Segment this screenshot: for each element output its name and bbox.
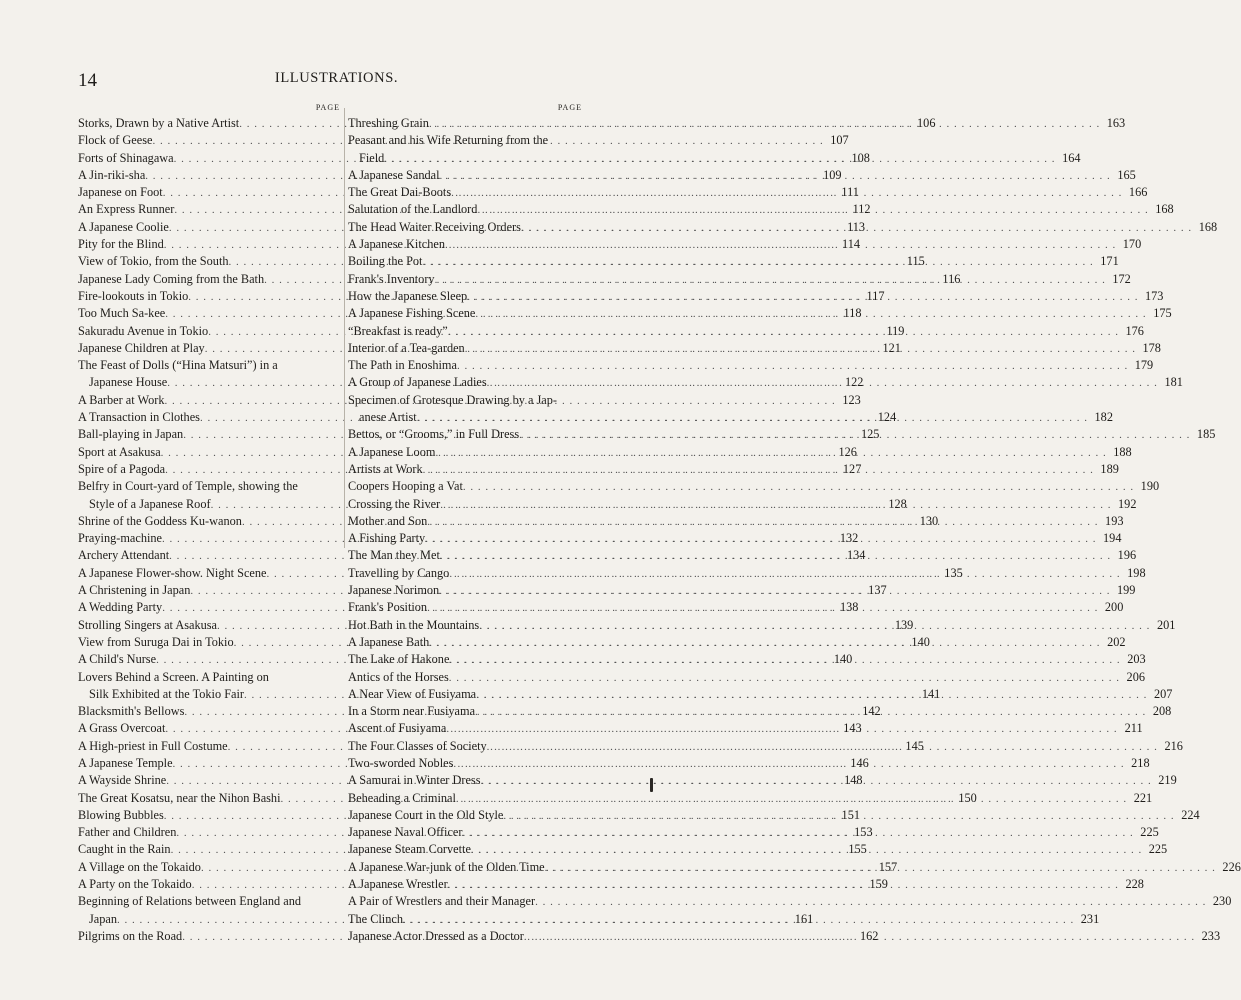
dot-leader (446, 721, 1117, 738)
illustration-title: Style of a Japanese Roof (89, 496, 211, 511)
page-ref: 119 (886, 323, 905, 338)
page-ref: 161 (794, 911, 814, 926)
dot-leader (471, 842, 1142, 859)
illustration-title: Pilgrims on the Road (78, 928, 183, 943)
illustration-title: Praying-machine (78, 531, 163, 546)
page-ref: 207 (1153, 686, 1173, 701)
page-ref: 219 (1158, 773, 1177, 788)
illustration-title: Sakuradu Avenue in Tokio (78, 323, 209, 338)
illustration-title: Frank's Position (348, 600, 428, 615)
illustration-title: Specimen of Grotesque Drawing by a Jap- (348, 392, 557, 407)
illustration-title: A Grass Overcoat (78, 721, 166, 736)
page-ref: 135 (944, 565, 963, 580)
illustration-title: A Japanese Temple (78, 755, 173, 770)
illustration-title: How the Japanese Sleep (348, 288, 468, 303)
illustration-title: Mother and Son (348, 513, 428, 528)
illustration-title: Japan (89, 911, 117, 926)
illustration-title: Threshing Grain (348, 116, 429, 130)
illustration-title: Japanese Children at Play (78, 340, 205, 355)
dot-leader (427, 514, 1098, 531)
illustration-title: Pity for the Blind (78, 237, 164, 252)
page-ref: 182 (1094, 410, 1113, 425)
dot-leader (429, 116, 1100, 133)
illustration-title: Japanese Steam Corvette (348, 842, 471, 857)
list-item (348, 132, 582, 149)
illustration-title: A Japanese Kitchen (348, 237, 445, 252)
illustration-title: A Japanese Wrestler (348, 877, 448, 892)
page-ref: 153 (854, 825, 873, 840)
illustration-title: Japanese Court in the Old Style (348, 807, 504, 822)
page-ref: 148 (844, 773, 863, 788)
page-ref: 145 (905, 738, 924, 753)
page-ref: 192 (1118, 496, 1137, 511)
illustration-title: A Wayside Shrine (78, 773, 167, 788)
dot-leader (429, 635, 1100, 652)
dot-leader (384, 151, 1055, 168)
list-item (78, 669, 340, 686)
page-ref: 218 (1131, 755, 1150, 770)
illustration-title: A Japanese Loom (348, 444, 436, 459)
illustration-title: A Jin-riki-sha (78, 167, 146, 182)
illustration-title: Coopers Hooping a Vat (348, 479, 463, 494)
illustration-title: Beheading a Criminal (348, 790, 456, 805)
page-ref: 151 (841, 807, 860, 822)
page-ref: 114 (842, 237, 860, 252)
illustration-title: Beginning of Relations between England and (78, 894, 302, 909)
list-item (348, 357, 1154, 374)
page-ref: 211 (1124, 721, 1143, 736)
page-ref: 175 (1153, 306, 1172, 321)
page-ref: 233 (1201, 928, 1221, 943)
list-item (348, 669, 1145, 686)
illustration-title: Lovers Behind a Screen. A Painting on (78, 669, 269, 684)
page-ref: 128 (888, 496, 907, 511)
page-ref: 199 (1116, 583, 1136, 598)
dot-leader (417, 410, 1088, 427)
dot-leader (463, 825, 1134, 842)
illustration-title: Japanese on Foot (78, 185, 163, 200)
dot-leader (479, 618, 1150, 635)
illustration-title: A Japanese Fishing Scene (348, 306, 476, 321)
dot-leader (519, 427, 1190, 444)
ink-mark (650, 778, 653, 792)
illustration-title: Storks, Drawn by a Native Artist (78, 116, 240, 130)
page-ref: 143 (843, 721, 862, 736)
page-ref: 198 (1127, 565, 1146, 580)
page-ref: 142 (862, 704, 881, 719)
page-ref: 157 (878, 859, 898, 874)
page-ref: 200 (1104, 600, 1124, 615)
illustration-title: Peasant and his Wife Returning from the (348, 133, 549, 148)
page-ref: 178 (1142, 340, 1161, 355)
page-ref: 140 (911, 634, 930, 649)
illustration-title: Japanese Lady Coming from the Bath (78, 271, 265, 286)
page-ref: 225 (1148, 842, 1168, 857)
dot-leader (449, 670, 1120, 687)
dot-leader (524, 929, 1195, 946)
illustration-title: The Head Waiter Receiving Orders (348, 219, 521, 234)
illustration-title: Blowing Bubbles (78, 807, 164, 822)
dot-leader (465, 341, 1136, 358)
dot-leader (427, 600, 1098, 617)
dot-leader (435, 445, 1106, 462)
dot-leader (463, 479, 1134, 496)
page-ref: 111 (841, 185, 859, 200)
page-ref: 224 (1181, 807, 1200, 822)
page-ref: 172 (1112, 271, 1131, 286)
page-ref: 168 (1198, 219, 1218, 234)
illustration-title: Strolling Singers at Asakusa (78, 617, 218, 632)
page-ref: 206 (1126, 669, 1145, 684)
page-ref: 138 (839, 600, 859, 615)
illustration-title: In a Storm near Fusiyama (348, 704, 476, 719)
page-column-heading: PAGE (315, 103, 340, 112)
column-divider (344, 108, 345, 548)
illustration-title: The Four Classes of Society (348, 738, 487, 753)
illustration-title: Japanese Actor Dressed as a Doctor (348, 928, 524, 943)
illustration-title: Crossing the River (348, 496, 441, 511)
page-ref: 193 (1105, 513, 1124, 528)
dot-leader (448, 877, 1119, 894)
page-ref: 190 (1140, 479, 1160, 494)
page-ref: 139 (894, 617, 914, 632)
dot-leader (457, 358, 1128, 375)
illustration-title: Ball-playing in Japan (78, 427, 184, 442)
page-ref: 203 (1127, 652, 1146, 667)
illustration-title: Flock of Geese (78, 133, 153, 148)
illustration-title: Ascent of Fusiyama (348, 721, 447, 736)
illustration-title: Caught in the Rain (78, 842, 171, 857)
illustration-title: The Great Dai-Boots (348, 185, 452, 200)
illustration-title: The Path in Enoshima (348, 358, 457, 373)
page-ref: 134 (846, 548, 866, 563)
page-ref: 146 (850, 755, 869, 770)
illustration-title: The Feast of Dolls (“Hina Matsuri”) in a (78, 358, 278, 373)
dot-leader (451, 185, 1122, 202)
page-ref: 155 (848, 842, 867, 857)
illustration-title: View of Tokio, from the South (78, 254, 229, 269)
page-ref: 185 (1196, 427, 1216, 442)
page-ref: 140 (833, 652, 853, 667)
page-ref: 189 (1100, 461, 1119, 476)
page-ref: 159 (869, 877, 888, 892)
dot-leader (425, 531, 1096, 548)
illustration-title: Two-sworded Nobles (348, 755, 454, 770)
page-ref: 125 (860, 427, 880, 442)
page-ref: 123 (842, 392, 861, 407)
page-ref: 108 (851, 150, 870, 165)
page-ref: 181 (1164, 375, 1183, 390)
illustration-title: A Christening in Japan (78, 583, 191, 598)
illustration-title: A Party on the Tokaido (78, 877, 192, 892)
dot-leader (439, 583, 1110, 600)
page-ref: 194 (1103, 531, 1122, 546)
dot-leader (475, 306, 1146, 323)
page-ref: 162 (859, 928, 879, 943)
dot-leader (521, 220, 1192, 237)
illustration-title: The Man they Met (348, 548, 440, 563)
illustration-title: A Transaction in Clothes (78, 410, 200, 425)
page-ref: 226 (1222, 859, 1241, 874)
illustration-title: Too Much Sa-kee (78, 306, 166, 321)
page-ref: 221 (1133, 790, 1153, 805)
illustration-title: A Japanese War-junk of the Olden Time (348, 859, 545, 874)
list-item (348, 478, 1160, 495)
dot-leader (456, 791, 1127, 808)
page-ref: 196 (1117, 548, 1137, 563)
page-ref: 116 (942, 271, 961, 286)
dot-leader (453, 756, 1124, 773)
page-ref: 141 (921, 686, 941, 701)
illustration-title: Silk Exhibited at the Tokio Fair (89, 686, 245, 701)
illustration-title: Japanese House (89, 375, 168, 390)
page-ref: 179 (1134, 358, 1154, 373)
page-ref: 171 (1100, 254, 1119, 269)
dot-leader (545, 860, 1216, 877)
list-item (348, 392, 582, 409)
dot-leader (477, 202, 1148, 219)
dot-leader (475, 704, 1146, 721)
illustration-title: A Japanese Bath (348, 634, 430, 649)
page-ref: 176 (1125, 323, 1144, 338)
illustration-title: A Japanese Sandal (348, 167, 440, 182)
page-ref: 166 (1128, 185, 1148, 200)
page-ref: 188 (1113, 444, 1132, 459)
illustration-title: anese Artist (359, 410, 417, 425)
page-ref: 201 (1156, 617, 1176, 632)
dot-leader (503, 808, 1174, 825)
page-ref: 117 (866, 288, 885, 303)
page-ref: 163 (1106, 116, 1126, 130)
illustration-title: A Japanese Flower-show. Night Scene (78, 565, 267, 580)
page-ref: 168 (1155, 202, 1174, 217)
illustration-title: A High-priest in Full Costume (78, 738, 228, 753)
page-ref: 208 (1152, 704, 1172, 719)
illustration-title: Frank's Inventory (348, 271, 435, 286)
illustration-title: View from Suruga Dai in Tokio (78, 634, 234, 649)
illustration-title: A Wedding Party (78, 600, 163, 615)
illustration-title: Spire of a Pagoda (78, 461, 166, 476)
dot-leader (487, 739, 1158, 756)
dot-leader (422, 254, 1093, 271)
illustration-title: Archery Attendant (78, 548, 170, 563)
illustration-title: A Barber at Work (78, 392, 165, 407)
list-item (348, 893, 1232, 910)
dot-leader (445, 237, 1116, 254)
page-ref: 122 (845, 375, 864, 390)
page-column-heading: PAGE (557, 103, 582, 112)
dot-leader (467, 289, 1138, 306)
illustration-title: A Fishing Party (348, 531, 426, 546)
page-ref: 164 (1062, 150, 1081, 165)
illustration-title: Field (359, 150, 385, 165)
dot-leader (487, 375, 1158, 392)
page-ref: 170 (1122, 237, 1142, 252)
illustration-title: Bettos, or “Grooms,” in Full Dress (348, 427, 520, 442)
illustration-title: Artists at Work (348, 461, 423, 476)
page-ref: 165 (1117, 167, 1136, 182)
page-ref: 126 (838, 444, 857, 459)
illustration-title: Forts of Shinagawa (78, 150, 174, 165)
page-ref: 115 (906, 254, 925, 269)
illustration-title: A Japanese Coolie (78, 219, 169, 234)
illustration-title: Antics of the Horses (348, 669, 449, 684)
dot-leader (535, 894, 1206, 911)
page-number: 14 (78, 70, 97, 91)
dot-leader (440, 168, 1111, 185)
illustration-title: A Child's Nurse (78, 652, 157, 667)
page-ref: 127 (842, 461, 862, 476)
illustration-title: The Great Kosatsu, near the Nihon Bashi (78, 790, 281, 805)
illustration-title: A Group of Japanese Ladies (348, 375, 487, 390)
illustration-title: Father and Children (78, 825, 177, 840)
illustration-title: Sport at Asakusa (78, 444, 161, 459)
page-ref: 107 (830, 133, 849, 148)
illustration-title: Interior of a Tea-garden (348, 340, 465, 355)
illustration-title: Japanese Naval Officer (348, 825, 463, 840)
page-ref: 109 (823, 167, 842, 182)
page-ref: 113 (847, 219, 866, 234)
dot-leader (440, 497, 1111, 514)
dot-leader (449, 652, 1120, 669)
illustration-title: Salutation of the Landlord (348, 202, 478, 217)
dot-leader (435, 272, 1106, 289)
illustration-title: Boiling the Pot (348, 254, 423, 269)
page-ref: 124 (877, 410, 897, 425)
page-ref: 132 (839, 531, 859, 546)
illustration-title: Travelling by Cango (348, 565, 450, 580)
illustration-title: Shrine of the Goddess Ku-wanon (78, 513, 242, 528)
dot-leader (480, 773, 1151, 790)
page-ref: 121 (882, 340, 901, 355)
running-head: ILLUSTRATIONS. (274, 70, 399, 86)
page-ref: 230 (1212, 894, 1232, 909)
dot-leader (476, 687, 1147, 704)
page-ref: 228 (1125, 877, 1144, 892)
illustration-title: The Clinch (348, 911, 403, 926)
illustration-title: “Breakfast is ready” (348, 323, 448, 338)
page-ref: 173 (1144, 288, 1164, 303)
page-ref: 202 (1107, 634, 1126, 649)
illustration-title: Fire-lookouts in Tokio (78, 288, 189, 303)
page-ref: 130 (919, 513, 939, 528)
page-ref: 118 (843, 306, 862, 321)
page-ref: 225 (1140, 825, 1159, 840)
illustration-title: A Pair of Wrestlers and their Manager (348, 894, 536, 909)
illustration-title: A Village on the Tokaido (78, 859, 201, 874)
list-item (78, 357, 340, 374)
illustration-title: Belfry in Court-yard of Temple, showing the (78, 479, 298, 494)
list-item (78, 893, 340, 910)
page-ref: 216 (1164, 738, 1183, 753)
list-item (78, 478, 340, 495)
dot-leader (448, 324, 1119, 341)
page-ref: 112 (852, 202, 871, 217)
page-ref: 231 (1080, 911, 1100, 926)
illustration-title: Hot Bath in the Mountains (348, 617, 480, 632)
dot-leader (449, 566, 1120, 583)
illustration-title: The Lake of Hakone (348, 652, 450, 667)
dot-leader (423, 462, 1094, 479)
illustration-title: Blacksmith's Bellows (78, 704, 185, 719)
illustration-title: A Near View of Fusiyama (348, 686, 477, 701)
page-ref: 106 (917, 116, 936, 130)
illustration-title: An Express Runner (78, 202, 175, 217)
page-ref: 150 (958, 790, 977, 805)
dot-leader (440, 548, 1111, 565)
dot-leader (403, 912, 1074, 929)
illustration-title: Japanese Norimon (348, 583, 440, 598)
illustration-title: A Samurai in Winter Dress (348, 773, 481, 788)
page-ref: 137 (868, 583, 887, 598)
